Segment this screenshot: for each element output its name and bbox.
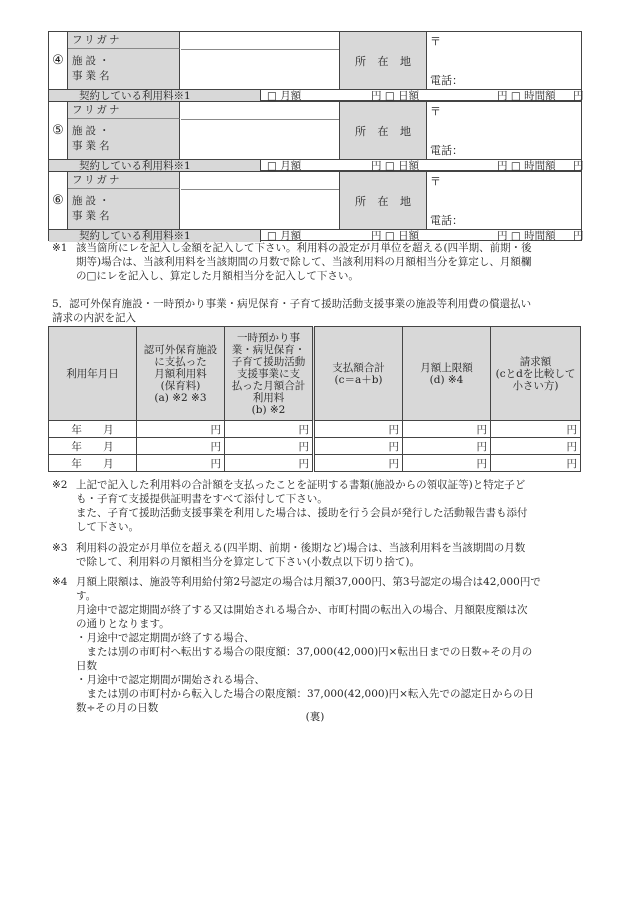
facility-block-6 (48, 171, 582, 241)
header-unlicensed-fee: 認可外保育施設 に支払った 月額利用料 (保育料) (a) ※2 ※3 (136, 327, 224, 421)
yen-unit: 円 (573, 230, 584, 242)
facility-number: ⑤ (49, 102, 68, 159)
address-label: 所 在 地 (339, 172, 427, 229)
tel-label: 電話： (430, 214, 463, 227)
table-row (49, 455, 581, 472)
furigana-input[interactable] (181, 172, 339, 190)
note-3: 利用料の設定が月単位を超える(四半期、前期・後期など)場合は、当該利用料を当該期間の月数 で除して、利用料の月額相当分を算定して下さい(小数点以下切り捨て)。 (76, 542, 526, 568)
furigana-label: フリガナ (68, 32, 180, 49)
monthly-checkbox[interactable]: □ 月額 (267, 90, 302, 102)
furigana-input[interactable] (181, 32, 339, 50)
yen-unit: 円 (573, 90, 584, 102)
amount-cell[interactable]: 円 (136, 455, 224, 472)
header-monthly-cap: 月額上限額 (d) ※4 (403, 327, 491, 421)
zip-mark: 〒 (430, 175, 441, 188)
amount-cell[interactable]: 円 (314, 421, 403, 438)
furigana-label: フリガナ (68, 172, 180, 189)
address-label: 所 在 地 (339, 102, 427, 159)
note-4: 月額上限額は、施設等利用給付第2号認定の場合は月額37,000円、第3号認定の場合は42,000円で す。 月途中で認定期間が終了する又は開始される場合か、市町村間の転出入の場合、月額限度額は次 の通りとなります。 ・月途中で認定期間が終了する場合、 または別の市町村へ転出する場合の限度額：37,000(42,000)円×転出日までの日数÷その月の 日数 ・月途中で認定期間が開始される場合、 または別の市町村から転入した場合の限度額：37,000(42,000)円×転入先での認定日からの日 数÷その月の日数 (76, 576, 541, 714)
amount-cell[interactable]: 円 (490, 438, 580, 455)
address-label: 所 在 地 (339, 32, 427, 89)
tel-label: 電話： (430, 74, 463, 87)
facility-block-4 (48, 31, 582, 101)
amount-cell[interactable]: 円 (403, 455, 491, 472)
facility-name-label: 施設・ 事業名 (68, 119, 180, 159)
facility-name-label: 施設・ 事業名 (68, 189, 180, 229)
amount-cell[interactable]: 円 (224, 421, 313, 438)
table-row (49, 421, 581, 438)
header-use-month: 利用年月日 (49, 327, 137, 421)
facility-block-5 (48, 101, 582, 171)
contract-label: 契約している利用料※1 (49, 90, 261, 102)
amount-cell[interactable]: 円 (314, 455, 403, 472)
amount-cell[interactable]: 円 (136, 421, 224, 438)
amount-cell[interactable]: 円 (403, 421, 491, 438)
breakdown-table (48, 326, 581, 472)
use-month-cell[interactable]: 年 月 (49, 455, 137, 472)
section-5-heading: 5．認可外保育施設・一時預かり事業・病児保育・子育て援助活動支援事業の施設等利用費の償還払い 請求の内訳を記入 (52, 298, 532, 324)
note-2: 上記で記入した利用料の合計額を支払ったことを証明する書類(施設からの領収証等)と特定子ど も・子育て支援提供証明書をすべて添付して下さい。 また、子育て援助活動支援事業を利用した場合は、援助を行う会員が発行した活動報告書も添付 して下さい。 (76, 479, 528, 533)
amount-cell[interactable]: 円 (224, 455, 313, 472)
header-claim-amount: 請求額 (cとdを比較して 小さい方) (490, 327, 580, 421)
amount-cell[interactable]: 円 (490, 455, 580, 472)
monthly-checkbox[interactable]: □ 月額 (267, 230, 302, 242)
zip-mark: 〒 (430, 105, 441, 118)
table-row (49, 438, 581, 455)
facility-number: ⑥ (49, 172, 68, 229)
note-3-mark: ※3 (52, 542, 68, 554)
amount-cell[interactable]: 円 (136, 438, 224, 455)
amount-cell[interactable]: 円 (403, 438, 491, 455)
table-header-row (49, 327, 581, 421)
monthly-checkbox[interactable]: □ 月額 (267, 160, 302, 172)
amount-cell[interactable]: 円 (314, 438, 403, 455)
note-4-mark: ※4 (52, 576, 68, 588)
amount-cell[interactable]: 円 (490, 421, 580, 438)
facility-number: ④ (49, 32, 68, 89)
note-2-mark: ※2 (52, 479, 68, 491)
hourly-checkbox[interactable]: 円 □ 時間額 (497, 90, 556, 102)
daily-checkbox[interactable]: 円 □ 日額 (371, 160, 420, 172)
daily-checkbox[interactable]: 円 □ 日額 (371, 230, 420, 242)
furigana-label: フリガナ (68, 102, 180, 119)
use-month-cell[interactable]: 年 月 (49, 421, 137, 438)
header-temporary-care-fee: 一時預かり事 業・病児保育・ 子育て援助活動 支援事業に支 払った月額合計 利用料 (b) ※2 (224, 327, 313, 421)
amount-cell[interactable]: 円 (224, 438, 313, 455)
contract-label: 契約している利用料※1 (49, 230, 261, 242)
hourly-checkbox[interactable]: 円 □ 時間額 (497, 230, 556, 242)
hourly-checkbox[interactable]: 円 □ 時間額 (497, 160, 556, 172)
contract-label: 契約している利用料※1 (49, 160, 261, 172)
tel-label: 電話： (430, 144, 463, 157)
zip-mark: 〒 (430, 35, 441, 48)
facility-name-label: 施設・ 事業名 (68, 49, 180, 89)
page-side-label: (裏) (305, 711, 325, 723)
yen-unit: 円 (573, 160, 584, 172)
header-payment-total: 支払額合計 (c＝a＋b) (314, 327, 403, 421)
furigana-input[interactable] (181, 102, 339, 120)
note-1: 該当箇所にレを記入し金額を記入して下さい。利用料の設定が月単位を超える(四半期、前期・後 期等)場合は、当該利用料を当該期間の月数で除して、当該利用料の月額相当分を算定し、月額欄 の□にレを記入し、算定した月額相当分を記入して下さい。 (76, 242, 532, 282)
note-1-mark: ※1 (52, 242, 68, 254)
use-month-cell[interactable]: 年 月 (49, 438, 137, 455)
daily-checkbox[interactable]: 円 □ 日額 (371, 90, 420, 102)
